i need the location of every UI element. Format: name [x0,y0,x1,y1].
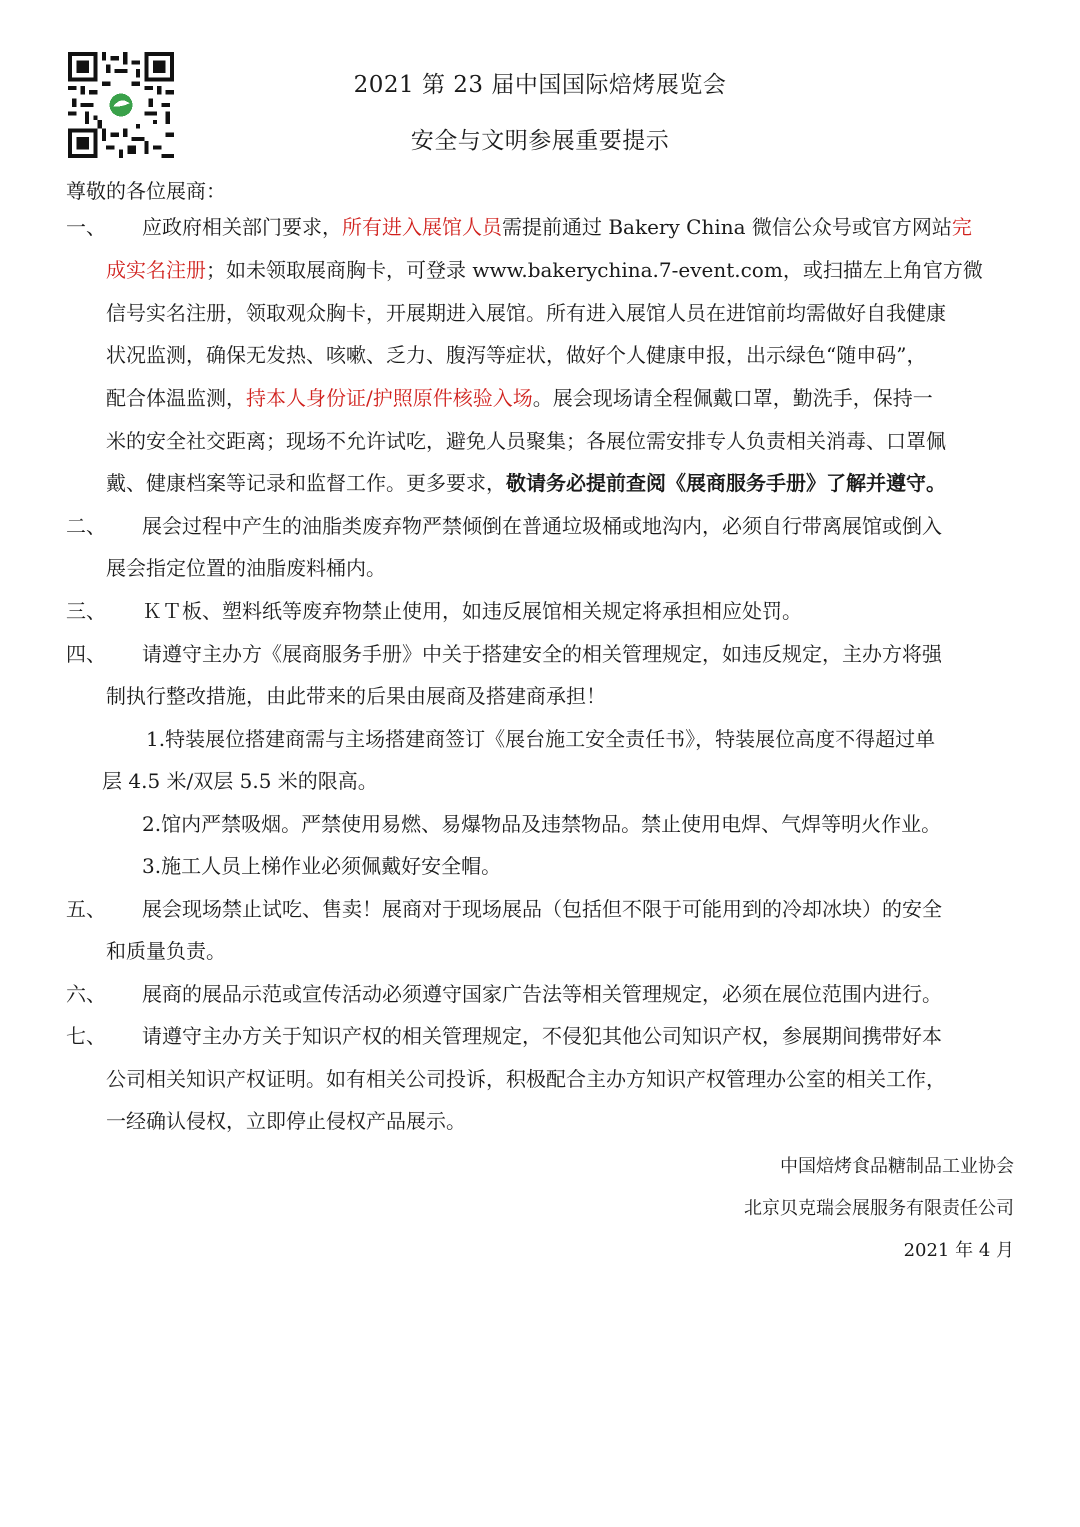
item-number: 四、 [66,642,106,666]
list-item-line: 展商的展品示范或宣传活动必须遵守国家广告法等相关管理规定，必须在展位范围内进行。 [142,982,942,1006]
signature-org-1: 中国焙烤食品糖制品工业协会 [780,1156,1014,1177]
list-item-line: 请遵守主办方《展商服务手册》中关于搭建安全的相关管理规定，如违反规定，主办方将强 [142,642,942,666]
signature-org-2: 北京贝克瑞会展服务有限责任公司 [744,1198,1014,1219]
item-number: 七、 [66,1024,106,1048]
signature-date: 2021 年 4 月 [903,1240,1014,1261]
sub-item-line: 3.施工人员上梯作业必须佩戴好安全帽。 [142,854,502,878]
item-number: 六、 [66,982,106,1006]
greeting: 尊敬的各位展商： [66,179,226,203]
page-subtitle: 安全与文明参展重要提示 [410,128,670,154]
list-item-line: 米的安全社交距离；现场不允许试吃，避免人员聚集；各展位需安排专人负责相关消毒、口罩佩 [106,429,946,453]
list-item-line: 请遵守主办方关于知识产权的相关管理规定，不侵犯其他公司知识产权，参展期间携带好本 [142,1024,942,1048]
list-item-line: 戴、健康档案等记录和监督工作。更多要求，敬请务必提前查阅《展商服务手册》了解并遵守。 [106,471,946,495]
list-item-line: 和质量负责。 [106,939,226,963]
item-number: 二、 [66,514,106,538]
sub-item-line: 2.馆内严禁吸烟。严禁使用易燃、易爆物品及违禁物品。禁止使用电焊、气焊等明火作业。 [142,812,942,836]
item-number: 一、 [66,215,106,239]
list-item-line: 展会过程中产生的油脂类废弃物严禁倾倒在普通垃圾桶或地沟内，必须自行带离展馆或倒入 [142,514,942,538]
list-item-line: 展会指定位置的油脂废料桶内。 [106,556,386,580]
item-number: 三、 [66,599,106,623]
list-item-line: 一经确认侵权，立即停止侵权产品展示。 [106,1109,466,1133]
list-item-line: 信号实名注册，领取观众胸卡，开展期进入展馆。所有进入展馆人员在进馆前均需做好自我健康 [106,301,946,325]
list-item-line: 状况监测，确保无发热、咳嗽、乏力、腹泻等症状，做好个人健康申报，出示绿色“随申码”， [106,343,927,367]
list-item-line: ＫＴ板、塑料纸等废弃物禁止使用，如违反展馆相关规定将承担相应处罚。 [142,599,802,623]
list-item-line: 制执行整改措施，由此带来的后果由展商及搭建商承担！ [106,684,606,708]
sub-item-line: 层 4.5 米/双层 5.5 米的限高。 [102,769,378,793]
list-item-line: 应政府相关部门要求，所有进入展馆人员需提前通过 Bakery China 微信公众号或官方网站完 [142,215,972,239]
list-item-line: 配合体温监测，持本人身份证/护照原件核验入场。展会现场请全程佩戴口罩，勤洗手，保持一 [106,386,933,410]
list-item-line: 展会现场禁止试吃、售卖！展商对于现场展品（包括但不限于可能用到的冷却冰块）的安全 [142,897,942,921]
item-number: 五、 [66,897,106,921]
list-item-line: 公司相关知识产权证明。如有相关公司投诉，积极配合主办方知识产权管理办公室的相关工作， [106,1067,946,1091]
sub-item-line: 1.特装展位搭建商需与主场搭建商签订《展台施工安全责任书》，特装展位高度不得超过单 [146,727,936,751]
list-item-line: 成实名注册；如未领取展商胸卡，可登录 www.bakerychina.7-event.com，或扫描左上角官方微 [106,258,983,282]
page-title: 2021 第 23 届中国国际焙烤展览会 [353,72,727,98]
